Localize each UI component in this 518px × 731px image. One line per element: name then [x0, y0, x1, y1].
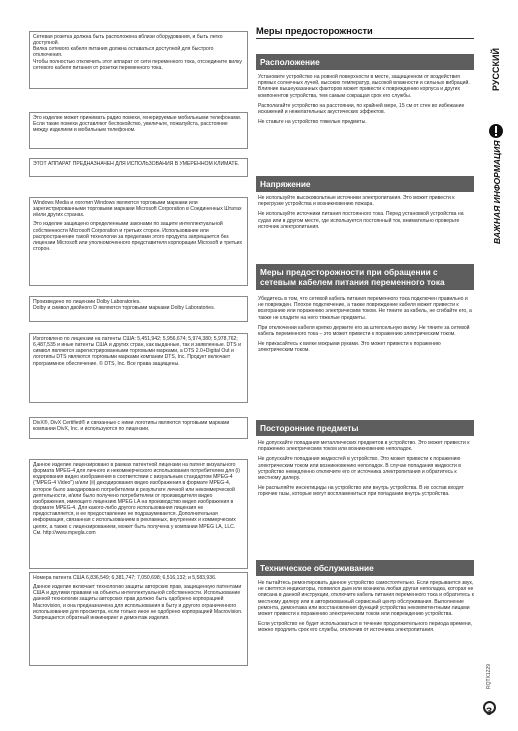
important-info-label: ВАЖНАЯ ИНФОРМАЦИЯ — [492, 140, 502, 244]
notice-text: DivX®, DivX Certified® и связанные с ними логотипы являются торговыми марками компании DivX, Inc. и используются по лицензии. — [33, 420, 230, 433]
notice-divx — [29, 417, 248, 439]
section-heading-ac-cable: Меры предосторожности при обращении с сетевым кабелем питания переменного тока — [256, 264, 474, 290]
notice-mobile-interference — [29, 112, 248, 149]
section-heading-location: Расположение — [256, 54, 474, 70]
section-maintenance-text — [258, 580, 474, 638]
paragraph: Не допускайте попадания жидкостей в устройство. Это может привести к поражению электрическим током или возникновению неполадок. В случае попадания жидкости в устройство немедленно отключите его от источника электропитания и обратитесь к местному дилеру. — [258, 456, 461, 482]
section-voltage-text — [258, 195, 474, 234]
paragraph: Не используйте высоковольтные источники электропитания. Это может привести к перегрузке устройства и возникновению пожара. — [258, 195, 455, 208]
language-label: РУССКИЙ — [491, 48, 501, 91]
paragraph: Если устройство не будет использоваться в течение продолжительного периода времени, можно продлить срок его службы, отключив от источника электропитания. — [258, 621, 472, 634]
paragraph: Не прикасайтесь к вилке мокрыми руками. Это может привести к поражению электрическим током. — [258, 341, 441, 354]
notice-macrovision — [29, 572, 248, 666]
notice-text: Windows Media и логотип Windows являются торговыми марками или зарегистрированными торговыми марками Microsoft Corporation в Соединенных Штатах и/или других странах. — [33, 200, 242, 219]
document-code: RQTX1229 — [486, 663, 492, 689]
notice-text: Данное изделие лицензировано в рамках патентной лицензии на патент визуального формата MPEG-4 для личного и некоммерческого использования потребителем для (i) кодирования видео изображения в соответствии с визуальным стандартом MPEG-4 ("MPEG-4 Video") и/или (ii) декодирования видео изображения в формате MPEG-4, которое было закодировано потребителем в результате личной или некоммерческой деятельности, и/или было получено потребителем от производителя видео изображения, имеющего лицензию MPEG LA на производство видео изображения в формате MPEG-4. Для какого-либо другого использования лицензия не предоставляется, и ее предоставление не подразумевается. Дополнительная информация, связанная с использованием в рекламных, внутренних и коммерческих целях, а также с лицензированием, может быть получена у компании MPEG LA, LLC. См. http://www.mpegla.com — [33, 462, 240, 536]
paragraph: Не распыляйте инсектициды на устройство или внутрь устройства. В их состав входят горючие газы, которые могут воспламениться при попадании внутрь устройства. — [258, 485, 464, 498]
notice-text: Номера патента США 6,836,549; 6,381,747; 7,050,698; 6,516,132; и 5,583,936. — [33, 575, 217, 581]
notice-dts — [29, 333, 248, 403]
paragraph: При отключении кабеля крепко держите его за штепсельную вилку. Не тяните за сетевой кабель переменного тока – это может привести к поражению электрическим током. — [258, 324, 470, 338]
section-heading-maintenance: Техническое обслуживание — [256, 560, 474, 576]
notice-text: Произведено по лицензии Dolby Laboratories. Dolby и символ двойного D являются торговыми марками Dolby Laboratories. — [33, 299, 216, 312]
notice-text: Сетевая розетка должна быть расположена вблизи оборудования, и быть легко доступной. Вилка сетевого кабеля питания должна оставаться доступной для быстрого отключения. Чтобы полностью отключить этот аппарат от сети переменного тока, отсоедините вилку сетевого кабеля питания от розетки переменного тока. — [33, 34, 242, 71]
paragraph: Располагайте устройство на расстоянии, по крайней мере, 15 см от стен во избежание искажений и нежелательных акустических эффектов. — [258, 102, 465, 116]
paragraph: Не допускайте попадания металлических предметов в устройство. Это может привести к поражению электрическим током или возникновению неполадок. — [258, 440, 470, 453]
notice-text: ЭТОТ АППАРАТ ПРЕДНАЗНАЧЕН ДЛЯ ИСПОЛЬЗОВАНИЯ В УМЕРЕННОМ КЛИМАТЕ. — [33, 161, 240, 167]
notice-text: Это изделие может принимать радио помехи, генерируемые мобильными телефонами. Если такие помехи доставляют беспокойство, увеличьте, пожалуйста, расстояние между изделием и мобильным телефоном. — [33, 115, 242, 134]
notice-windows-media — [29, 197, 248, 286]
paragraph: Убедитесь в том, что сетевой кабель питания переменного тока подключен правильно и не поврежден. Плохое подключение, а также повреждение кабеля может привести к возгоранию или поражению электрическим током. Не тяните за кабель, не сгибайте его, а также не кладите на него тяжелые предметы. — [258, 296, 472, 321]
notice-climate — [29, 158, 248, 177]
paragraph: Не ставьте на устройство тяжелые предметы. — [258, 119, 367, 126]
notice-dolby — [29, 296, 248, 322]
notice-text: Данное изделие включает технологию защиты авторских прав, защищенную патентами США и другими правами на объекты интеллектуальной собственности. Использование данной технологии защиты авторских прав должно быть одобрено корпорацией Macrovision, и она предназначена для использования в быту и другого ограниченного использования для просмотра, если только иное не одобрено корпорацией Macrovision. Запрещается обратный инжиниринг и демонтаж изделия. — [33, 584, 243, 621]
section-ac-cable-text — [258, 296, 474, 358]
notice-power-plug — [29, 31, 248, 89]
page-number: 3 — [486, 706, 493, 718]
page-title: Меры предосторожности — [256, 26, 474, 39]
section-heading-voltage: Напряжение — [256, 176, 474, 192]
notice-text: Изготовлено по лицензии на патенты США: 5,451,942; 5,956,674; 5,974,380; 5,978,762; 6,487,535 и иные патенты США и других стран, как выданные, так и заявленные. DTS и символ являются зарегистрированными торговыми марками, а DTS 2.0+Digital Out и логотипы DTS являются торговыми марками компании DTS, Inc. Продукт включает программное обеспечение. © DTS, Inc. Все права защищены. — [33, 336, 241, 367]
section-heading-foreign-objects: Посторонние предметы — [256, 420, 474, 436]
notice-text: Это изделие защищено определенными законами по защите интеллектуальной собственности Microsoft Corporation и третьих сторон. Использование или распространение такой технологии за пределами этого продукта запрещается без лицензии Microsoft или уполномоченного представителя корпорации Microsoft и третьих сторон. — [33, 221, 243, 253]
section-foreign-objects-text — [258, 440, 474, 502]
notice-mpeg4 — [29, 459, 248, 569]
paragraph: Установите устройство на ровной поверхности в месте, защищенном от воздействия прямых солнечных лучей, высоких температур, высокой влажности и сильных вибраций. Влияние вышеуказанных факторов может привести к повреждению корпуса и других компонентов устройства, тем самым сокращая срок его службы. — [258, 74, 470, 99]
section-location-text — [258, 74, 474, 129]
paragraph: Не пытайтесь ремонтировать данное устройство самостоятельно. Если прерывается звук, не светятся индикаторы, появился дым или возникла любая другая неполадка, которая не описана в данной инструкции, отключите кабель питания переменного тока и обратитесь к местному дилеру или в авторизованный сервисный центр обслуживания. Выполнение ремонта, демонтажа или восстановления функций устройства некомпетентными лицами может привести к поражению электрическим током или повреждению устройства. — [258, 580, 474, 618]
paragraph: Не используйте источники питания постоянного тока. Перед установкой устройства на судах или в другом месте, где используется постоянный ток, внимательно проверьте источник электропитания. — [258, 211, 464, 230]
info-bulb-icon — [489, 124, 503, 138]
